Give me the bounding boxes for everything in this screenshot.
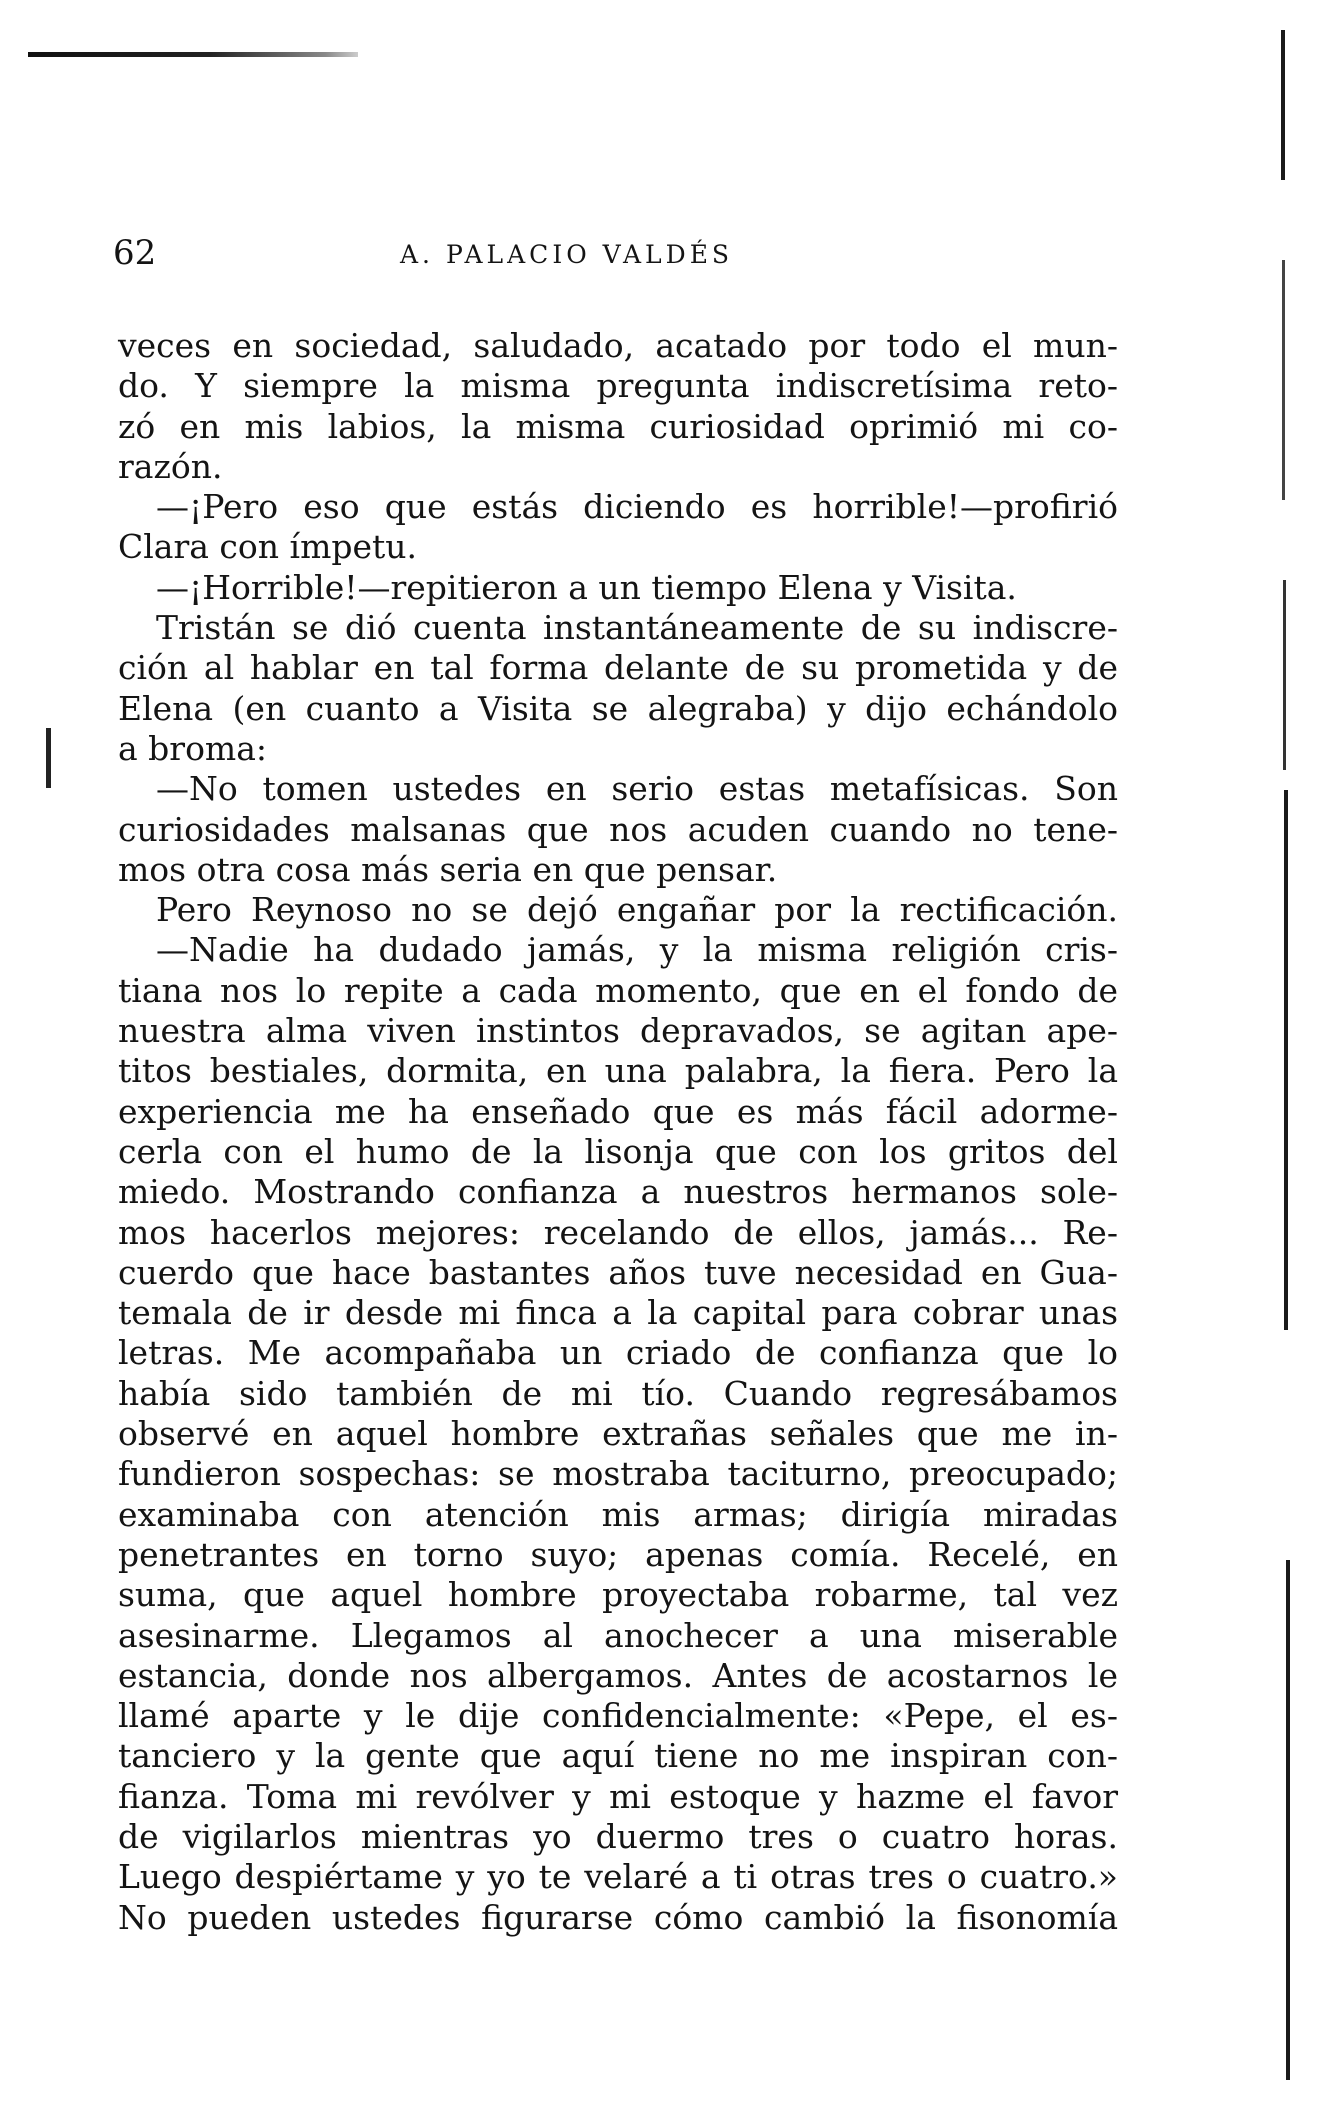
binding-edge-mark (1286, 1560, 1290, 2080)
text-line: do. Y siempre la misma pregunta indiscretísima reto- (118, 366, 1118, 406)
text-line: tiana nos lo repite a cada momento, que en el fondo de (118, 970, 1118, 1010)
binding-edge-mark (1282, 260, 1285, 500)
text-line: ción al hablar en tal forma delante de su prometida y de (118, 648, 1118, 688)
text-line: de vigilarlos mientras yo duermo tres o cuatro horas. (118, 1816, 1118, 1856)
binding-edge-mark (1284, 790, 1288, 1330)
text-line: había sido también de mi tío. Cuando regresábamos (118, 1373, 1118, 1413)
text-line: asesinarme. Llegamos al anochecer a una miserable (118, 1615, 1118, 1655)
text-line: mos hacerlos mejores: recelando de ellos, jamás... Re- (118, 1212, 1118, 1252)
text-line: miedo. Mostrando confianza a nuestros hermanos sole- (118, 1172, 1118, 1212)
text-line: a broma: (118, 728, 268, 768)
text-line: veces en sociedad, saludado, acatado por todo el mun- (118, 326, 1118, 365)
text-line: No pueden ustedes figurarse cómo cambió la fisonomía (118, 1897, 1118, 1937)
binding-edge-mark (1283, 580, 1286, 770)
text-line: Luego despiértame y yo te velaré a ti otras tres o cuatro.» (118, 1857, 1118, 1897)
text-line: Tristán se dió cuenta instantáneamente de su indiscre- (156, 608, 1118, 648)
binding-edge-mark (1281, 30, 1285, 180)
text-line: Clara con ímpetu. (118, 527, 418, 567)
text-line: llamé aparte y le dije confidencialmente: «Pepe, el es- (118, 1696, 1118, 1736)
text-line: suma, que aquel hombre proyectaba robarme, tal vez (118, 1575, 1118, 1615)
text-line: fianza. Toma mi revólver y mi estoque y hazme el favor (118, 1776, 1118, 1816)
text-line: experiencia me ha enseñado que es más fácil adorme- (118, 1091, 1118, 1131)
text-line: estancia, donde nos albergamos. Antes de acostarnos le (118, 1655, 1118, 1695)
text-line: —¡Horrible!—repitieron a un tiempo Elena y Visita. (156, 567, 1017, 607)
text-line: observé en aquel hombre extrañas señales que me in- (118, 1414, 1118, 1454)
margin-ink-mark (46, 728, 51, 788)
top-rule (28, 52, 358, 57)
body-text (118, 326, 1118, 1938)
text-line: razón. (118, 446, 223, 486)
text-line: —No tomen ustedes en serio estas metafísicas. Son (156, 769, 1118, 809)
text-line: examinaba con atención mis armas; dirigía miradas (118, 1494, 1118, 1534)
text-line: tanciero y la gente que aquí tiene no me inspiran con- (118, 1736, 1118, 1776)
text-line: fundieron sospechas: se mostraba taciturno, preocupado; (118, 1454, 1118, 1494)
text-line: penetrantes en torno suyo; apenas comía. Recelé, en (118, 1534, 1118, 1574)
text-line: temala de ir desde mi finca a la capital para cobrar unas (118, 1293, 1118, 1333)
text-line: —Nadie ha dudado jamás, y la misma religión cris- (156, 930, 1118, 970)
text-line: cuerdo que hace bastantes años tuve necesidad en Gua- (118, 1252, 1118, 1292)
page-number: 62 (113, 233, 157, 273)
text-line: nuestra alma viven instintos depravados, se agitan ape- (118, 1011, 1118, 1051)
text-line: Elena (en cuanto a Visita se alegraba) y dijo echándolo (118, 688, 1118, 728)
text-line: letras. Me acompañaba un criado de confianza que lo (118, 1333, 1118, 1373)
text-line: Pero Reynoso no se dejó engañar por la rectificación. (156, 890, 1118, 930)
text-line: mos otra cosa más seria en que pensar. (118, 849, 778, 889)
text-line: curiosidades malsanas que nos acuden cuando no tene- (118, 809, 1118, 849)
text-line: cerla con el humo de la lisonja que con los gritos del (118, 1131, 1118, 1171)
text-line: zó en mis labios, la misma curiosidad oprimió mi co- (118, 406, 1118, 446)
text-line: titos bestiales, dormita, en una palabra, la fiera. Pero la (118, 1051, 1118, 1091)
text-line: —¡Pero eso que estás diciendo es horrible!—profirió (156, 487, 1118, 527)
running-head: A. PALACIO VALDÉS (400, 240, 734, 269)
